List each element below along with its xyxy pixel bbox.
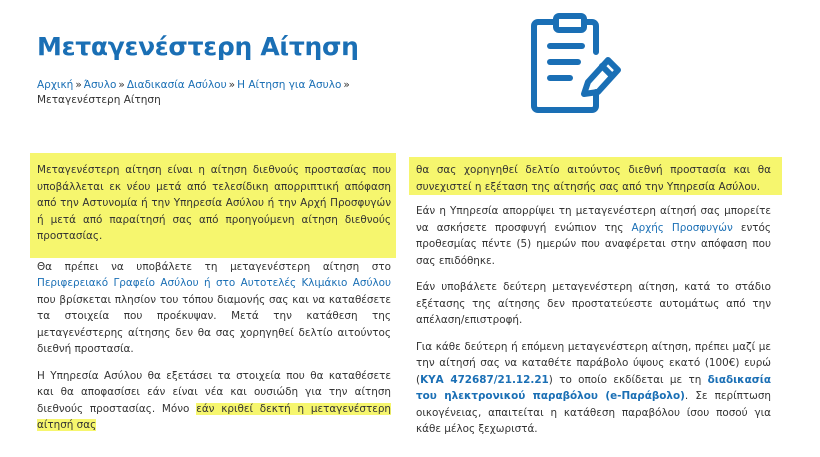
paragraph-second-application: Εάν υποβάλετε δεύτερη μεταγενέστερη αίτηση, κατά το στάδιο εξέτασης της αίτησης δεν προστατεύεστε αυτομάτως από την απέλαση/επιστροφή. — [416, 281, 771, 326]
text: Εάν η Υπηρεσία απορρίψει τη μεταγενέστερη αίτησή σας μπορείτε να ασκήσετε προσφυγή ενώπιον της — [416, 205, 771, 234]
text: που βρίσκεται πλησίον του τόπου διαμονής σας και να καταθέσετε τα στοιχεία που προέκυψαν. Μετά την κατάθεση της μεταγενέστερης αίτησης δεν θα σας χορηγηθεί δελτίο αιτούντος διεθνή προστασία. — [37, 293, 391, 355]
paragraph-examination — [37, 368, 391, 434]
paragraph-card-issued: θα σας χορηγηθεί δελτίο αιτούντος διεθνή προστασία και θα συνεχιστεί η εξέταση της αίτησής σας από την Υπηρεσία Ασύλου. — [416, 164, 771, 193]
breadcrumb-separator: » — [118, 79, 125, 91]
kya-link[interactable]: ΚΥΑ 472687/21.12.21 — [420, 373, 549, 386]
text: Θα πρέπει να υποβάλετε τη μεταγενέστερη αίτηση στο — [37, 260, 391, 273]
clipboard-pen-icon — [526, 8, 622, 114]
highlighted-text: εάν κριθεί δεκτή η μεταγενέστερη αίτησή σας — [37, 402, 392, 431]
breadcrumb-current: Μεταγενέστερη Αίτηση — [37, 94, 161, 106]
text: ) το οποίο εκδίδεται με τη — [548, 373, 708, 386]
breadcrumb-application-link[interactable]: Η Αίτηση για Άσυλο — [237, 79, 342, 91]
paragraph-submission — [37, 259, 391, 358]
breadcrumb-separator: » — [228, 79, 236, 91]
breadcrumb — [37, 78, 377, 108]
appeals-authority-link[interactable]: Αρχής Προσφυγών — [631, 221, 733, 234]
paragraph-fee — [416, 339, 771, 438]
paragraph-appeal — [416, 203, 771, 269]
page-title: Μεταγενέστερη Αίτηση — [37, 32, 359, 61]
breadcrumb-asylum-link[interactable]: Άσυλο — [83, 79, 117, 91]
content-column-left — [37, 162, 391, 444]
paragraph-definition: Μεταγενέστερη αίτηση είναι η αίτηση διεθνούς προστασίας που υποβάλλεται εκ νέου μετά από τελεσίδικη απορριπτική απόφαση από την Αστυνομία ή την Υπηρεσία Ασύλου ή την Αρχή Προσφυγών ή μετά από παραίτησή σας από προηγούμενη αίτηση διεθνούς προστασίας. — [37, 164, 391, 242]
text: εντός προθεσμίας πέντε (5) ημερών που αναφέρεται στην απόφαση που σας επιδόθηκε. — [416, 221, 771, 267]
e-paravolo-link[interactable]: διαδικασία του ηλεκτρονικού παραβόλου (e-Παράβολο) — [416, 373, 771, 402]
breadcrumb-home-link[interactable]: Αρχική — [37, 79, 74, 91]
breadcrumb-procedure-link[interactable]: Διαδικασία Ασύλου — [126, 79, 227, 91]
text: Για κάθε δεύτερη ή επόμενη μεταγενέστερη αίτηση, πρέπει μαζί με την αίτησή σας να καταθέτε παράβολο ύψους εκατό (100€) ευρώ ( — [416, 340, 771, 386]
text: Η Υπηρεσία Ασύλου θα εξετάσει τα στοιχεία που θα καταθέσετε και θα αποφασίσει εάν είναι νέα και ουσιώδη για την αίτηση διεθνούς προστασίας. Μόνο — [37, 369, 391, 415]
regional-office-link[interactable]: Περιφερειακό Γραφείο Ασύλου ή στο Αυτοτελές Κλιμάκιο Ασύλου — [37, 277, 391, 289]
breadcrumb-separator: » — [343, 79, 350, 91]
content-column-right — [416, 162, 771, 448]
text: . Σε περίπτωση οικογένειας, απαιτείται η κατάθεση παραβόλου ίσου ποσού για κάθε μέλος ξεχωριστά. — [416, 390, 771, 435]
breadcrumb-separator: » — [75, 79, 82, 91]
